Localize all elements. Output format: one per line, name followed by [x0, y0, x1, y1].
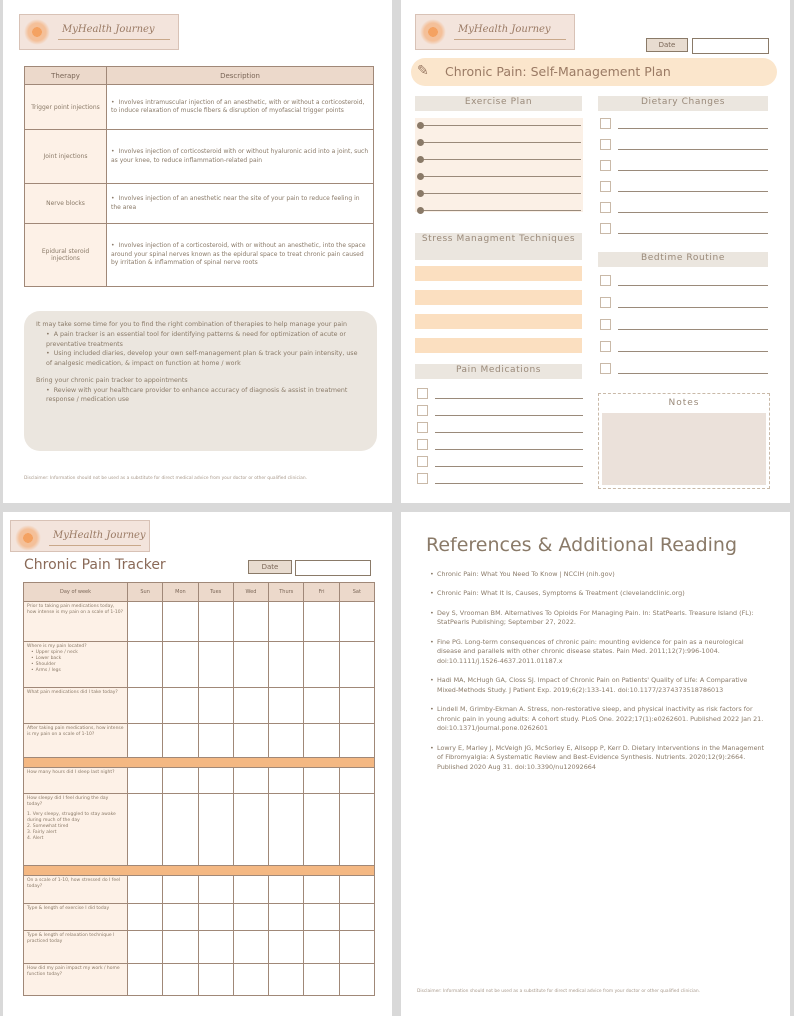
info-box — [24, 311, 377, 451]
option: 2. Somewhat tired — [27, 824, 69, 830]
info-bullet: • A pain tracker is an essential tool for identifying patterns & need for optimization of acute or preventative treatments — [46, 330, 365, 350]
day-of-week-header: Day of week — [24, 583, 128, 602]
therapies-page — [3, 0, 392, 503]
table-row — [24, 794, 375, 866]
pain-tracker-page — [3, 512, 392, 1016]
tracker-cell[interactable] — [198, 931, 233, 964]
tracker-cell[interactable] — [163, 931, 198, 964]
tracker-cell[interactable] — [339, 876, 374, 904]
brand-name: MyHealth Journey — [458, 24, 551, 35]
tracker-cell[interactable] — [233, 904, 268, 931]
tracker-cell[interactable] — [198, 602, 233, 642]
checkbox[interactable] — [600, 297, 611, 308]
tracker-cell[interactable] — [269, 964, 304, 996]
table-row — [24, 602, 375, 642]
sun-icon — [420, 19, 446, 45]
checkbox[interactable] — [600, 160, 611, 171]
table-row — [24, 876, 375, 904]
question: Type & length of exercise I did today — [27, 906, 110, 911]
tracker-cell[interactable] — [269, 768, 304, 794]
info-bullet: • Review with your healthcare provider to enhance accuracy of diagnosis & assist in treatment response / medication use — [46, 386, 365, 406]
checkbox[interactable] — [600, 341, 611, 352]
tracker-cell[interactable] — [233, 724, 268, 758]
section-divider — [24, 758, 375, 768]
exercise-line[interactable] — [419, 193, 581, 194]
checkbox[interactable] — [600, 118, 611, 129]
tracker-cell[interactable] — [163, 768, 198, 794]
question: Where is my pain located? — [27, 644, 87, 649]
question: After taking pain medications, how intense is my pain on a scale of 1-10? — [27, 726, 124, 738]
therapy-description: • Involves injection of a corticosteroid, with or without an anesthetic, into the space around your spinal nerves known as the epidural space to treat chronic pain caused by irritation & inflammation of spinal nerve roots — [111, 242, 366, 266]
tracker-cell[interactable] — [269, 688, 304, 724]
tracker-cell[interactable] — [339, 602, 374, 642]
option: • Arms / legs — [31, 668, 124, 674]
reference-item: • Lowry E, Marley J, McVeigh JG, McSorley E, Allsopp P, Kerr D. Dietary Interventions in the Management of Fibromyalgia: A Systematic Review and Best-Evidence Synthesis. Nutrients. 2020;12(9):2664. Published 2020 Aug 31. doi:10.3390/nu12092664 — [430, 744, 765, 772]
tracker-cell[interactable] — [269, 904, 304, 931]
pain-medications-heading: Pain Medications — [415, 364, 582, 379]
tracker-cell[interactable] — [269, 794, 304, 866]
checkbox[interactable] — [417, 473, 428, 484]
reference-item: • Dey S, Vrooman BM. Alternatives To Opioids For Managing Pain. In: StatPearls. Treasure Island (FL): StatPearls Publishing; September 27, 2022. — [430, 609, 765, 628]
info-intro: It may take some time for you to find the right combination of therapies to help manage your pain — [36, 321, 347, 328]
bedtime-routine-heading: Bedtime Routine — [598, 252, 768, 267]
checkbox[interactable] — [417, 422, 428, 433]
stress-entry[interactable] — [415, 338, 582, 353]
brand-logo — [19, 14, 179, 50]
question: Prior to taking pain medications today, how intense is my pain on a scale of 1-10? — [27, 604, 124, 616]
self-management-page — [401, 0, 790, 503]
date-field[interactable] — [692, 38, 769, 54]
tracker-cell[interactable] — [304, 931, 339, 964]
table-row — [24, 768, 375, 794]
checkbox[interactable] — [600, 319, 611, 330]
tracker-cell[interactable] — [269, 602, 304, 642]
table-row — [24, 724, 375, 758]
therapy-name: Epidural steroid injections — [25, 224, 107, 287]
tracker-cell[interactable] — [269, 876, 304, 904]
day-header: Fri — [304, 583, 339, 602]
checkbox[interactable] — [600, 223, 611, 234]
therapy-header: Therapy — [25, 67, 107, 85]
table-row — [25, 85, 374, 130]
info-intro-2: Bring your chronic pain tracker to appointments — [36, 376, 188, 384]
tracker-cell[interactable] — [163, 642, 198, 688]
date-label: Date — [646, 38, 688, 52]
tracker-cell[interactable] — [304, 964, 339, 996]
checkbox[interactable] — [600, 363, 611, 374]
disclaimer: Disclaimer: Information should not be used as a substitute for direct medical advice from your doctor or other qualified clinician. — [24, 476, 308, 481]
tracker-cell[interactable] — [198, 904, 233, 931]
date-label: Date — [248, 560, 292, 574]
question: On a scale of 1-10, how stressed do I feel today? — [27, 878, 121, 890]
references-list — [430, 570, 765, 782]
question: What pain medications did I take today? — [27, 690, 118, 695]
tracker-cell[interactable] — [304, 602, 339, 642]
therapy-name: Trigger point injections — [25, 85, 107, 130]
tracker-cell[interactable] — [128, 768, 163, 794]
tracker-cell[interactable] — [128, 794, 163, 866]
table-row — [24, 964, 375, 996]
tracker-cell[interactable] — [163, 794, 198, 866]
question: Type & length of relaxation technique I practiced today — [27, 933, 115, 945]
therapy-name: Nerve blocks — [25, 184, 107, 224]
therapy-description: • Involves intramuscular injection of an anesthetic, with or without a corticosteroid, to induce relaxation of muscle fibers & disruption of myofascial trigger points — [111, 99, 364, 114]
reference-item[interactable]: • Chronic Pain: What You Need To Know | NCCIH (nih.gov) — [430, 570, 765, 579]
day-header: Sat — [339, 583, 374, 602]
pen-icon: ✎ — [417, 63, 429, 79]
page-title: Chronic Pain: Self-Management Plan — [445, 64, 671, 79]
tracker-cell[interactable] — [339, 768, 374, 794]
tracker-cell[interactable] — [233, 602, 268, 642]
info-bullet: • Using included diaries, develop your own self-management plan & track your pain intensity, use of analgesic medication, & impact on function at home / work — [46, 349, 365, 369]
exercise-line[interactable] — [419, 176, 581, 177]
description-header: Description — [107, 67, 374, 85]
stress-entry[interactable] — [415, 290, 582, 305]
checkbox[interactable] — [417, 439, 428, 450]
tracker-table — [23, 582, 375, 996]
tracker-cell[interactable] — [233, 876, 268, 904]
tracker-cell[interactable] — [269, 931, 304, 964]
table-row — [25, 224, 374, 287]
dietary-changes-heading: Dietary Changes — [598, 96, 768, 111]
disclaimer: Disclaimer: Information should not be used as a substitute for direct medical advice from your doctor or other qualified clinician. — [417, 989, 701, 994]
tracker-cell[interactable] — [339, 794, 374, 866]
brand-logo — [10, 520, 150, 552]
sun-icon — [15, 525, 41, 551]
therapy-description: • Involves injection of corticosteroid with or without hyaluronic acid into a joint, such as your knee, to reduce inflammation-related pain — [111, 148, 368, 163]
day-header: Thurs — [269, 583, 304, 602]
brand-name: MyHealth Journey — [53, 530, 146, 541]
exercise-line[interactable] — [419, 142, 581, 143]
table-row — [25, 130, 374, 184]
reference-item[interactable]: • Chronic Pain: What It Is, Causes, Symptoms & Treatment (clevelandclinic.org) — [430, 589, 765, 598]
notes-box — [598, 393, 770, 489]
section-divider — [24, 866, 375, 876]
exercise-line[interactable] — [419, 210, 581, 211]
checkbox[interactable] — [600, 181, 611, 192]
table-row — [25, 184, 374, 224]
tracker-cell[interactable] — [304, 876, 339, 904]
tracker-cell[interactable] — [233, 964, 268, 996]
therapy-table — [24, 66, 374, 287]
table-row — [24, 931, 375, 964]
day-header: Mon — [163, 583, 198, 602]
tracker-cell[interactable] — [128, 688, 163, 724]
tracker-cell[interactable] — [198, 724, 233, 758]
tracker-cell[interactable] — [163, 964, 198, 996]
tracker-cell[interactable] — [233, 768, 268, 794]
tracker-cell[interactable] — [128, 876, 163, 904]
exercise-plan-heading: Exercise Plan — [415, 96, 582, 111]
day-header: Sun — [128, 583, 163, 602]
tracker-cell[interactable] — [128, 642, 163, 688]
question: How did my pain impact my work / home function today? — [27, 966, 120, 978]
reference-item: • Fine PG. Long-term consequences of chronic pain: mounting evidence for pain as a neurological disease and parallels with other chronic disease states. Pain Med. 2011;12(7):996-1004. doi:10.1111/j.1526-4637.2011.01187.x — [430, 638, 765, 666]
tracker-cell[interactable] — [198, 794, 233, 866]
tracker-cell[interactable] — [198, 688, 233, 724]
tracker-cell[interactable] — [163, 904, 198, 931]
tracker-cell[interactable] — [339, 688, 374, 724]
date-field[interactable] — [295, 560, 371, 576]
option: • Upper spine / neck — [31, 650, 124, 656]
question: How sleepy did I feel during the day today? — [27, 796, 109, 808]
exercise-line[interactable] — [419, 125, 581, 126]
sun-icon — [24, 19, 50, 45]
tracker-cell[interactable] — [269, 642, 304, 688]
tracker-cell[interactable] — [339, 642, 374, 688]
reference-item: • Lindell M, Grimby-Ekman A. Stress, non-restorative sleep, and physical inactivity as risk factors for chronic pain in young adults: A cohort study. PLoS One. 2022;17(1):e0262601. Published 2022 Jan 21. doi:10.1371/journal.pone.0262601 — [430, 705, 765, 733]
tracker-cell[interactable] — [233, 642, 268, 688]
references-page — [401, 512, 790, 1016]
tracker-cell[interactable] — [233, 931, 268, 964]
tracker-cell[interactable] — [339, 964, 374, 996]
tracker-cell[interactable] — [198, 642, 233, 688]
option: 3. Fairly alert — [27, 830, 57, 836]
tracker-cell[interactable] — [304, 688, 339, 724]
tracker-cell[interactable] — [339, 724, 374, 758]
tracker-cell[interactable] — [198, 876, 233, 904]
tracker-cell[interactable] — [339, 904, 374, 931]
brand-logo — [415, 14, 575, 50]
tracker-cell[interactable] — [304, 904, 339, 931]
tracker-cell[interactable] — [163, 876, 198, 904]
therapy-description: • Involves injection of an anesthetic near the site of your pain to reduce feeling in the area — [111, 195, 360, 210]
stress-entry[interactable] — [415, 314, 582, 329]
exercise-line[interactable] — [419, 159, 581, 160]
option: 1. Very sleepy, struggled to stay awake during much of the day — [27, 812, 116, 824]
brand-name: MyHealth Journey — [62, 24, 155, 35]
tracker-cell[interactable] — [163, 602, 198, 642]
table-row — [24, 688, 375, 724]
checkbox[interactable] — [417, 456, 428, 467]
tracker-cell[interactable] — [198, 964, 233, 996]
option: • Shoulder — [31, 662, 124, 668]
checkbox[interactable] — [417, 405, 428, 416]
reference-item: • Hadi MA, McHugh GA, Closs SJ. Impact of Chronic Pain on Patients' Quality of Life: A Comparative Mixed-Methods Study. J Patient Exp. 2019;6(2):133-141. doi:10.1177/2374373518786013 — [430, 676, 765, 695]
notes-heading: Notes — [668, 398, 700, 408]
tracker-cell[interactable] — [128, 931, 163, 964]
checkbox[interactable] — [600, 202, 611, 213]
stress-techniques-heading: Stress Managment Techniques — [415, 233, 582, 260]
day-header: Tues — [198, 583, 233, 602]
tracker-cell[interactable] — [163, 724, 198, 758]
checkbox[interactable] — [600, 139, 611, 150]
tracker-cell[interactable] — [128, 964, 163, 996]
option: • Lower back — [31, 656, 124, 662]
tracker-cell[interactable] — [198, 768, 233, 794]
tracker-cell[interactable] — [304, 642, 339, 688]
checkbox[interactable] — [417, 388, 428, 399]
question: How many hours did I sleep last night? — [27, 770, 115, 775]
checkbox[interactable] — [600, 275, 611, 286]
table-row — [24, 642, 375, 688]
tracker-cell[interactable] — [163, 688, 198, 724]
tracker-cell[interactable] — [269, 724, 304, 758]
page-title: Chronic Pain Tracker — [24, 557, 166, 573]
tracker-cell[interactable] — [128, 904, 163, 931]
tracker-cell[interactable] — [128, 724, 163, 758]
day-header: Wed — [233, 583, 268, 602]
table-row — [24, 904, 375, 931]
tracker-cell[interactable] — [128, 602, 163, 642]
tracker-cell[interactable] — [233, 688, 268, 724]
notes-area[interactable] — [602, 413, 766, 485]
tracker-cell[interactable] — [304, 794, 339, 866]
option: 4. Alert — [27, 836, 44, 842]
plan-banner — [411, 58, 777, 86]
tracker-cell[interactable] — [233, 794, 268, 866]
therapy-name: Joint injections — [25, 130, 107, 184]
tracker-cell[interactable] — [304, 768, 339, 794]
page-title: References & Additional Reading — [426, 534, 738, 556]
tracker-cell[interactable] — [304, 724, 339, 758]
tracker-cell[interactable] — [339, 931, 374, 964]
stress-entry[interactable] — [415, 266, 582, 281]
